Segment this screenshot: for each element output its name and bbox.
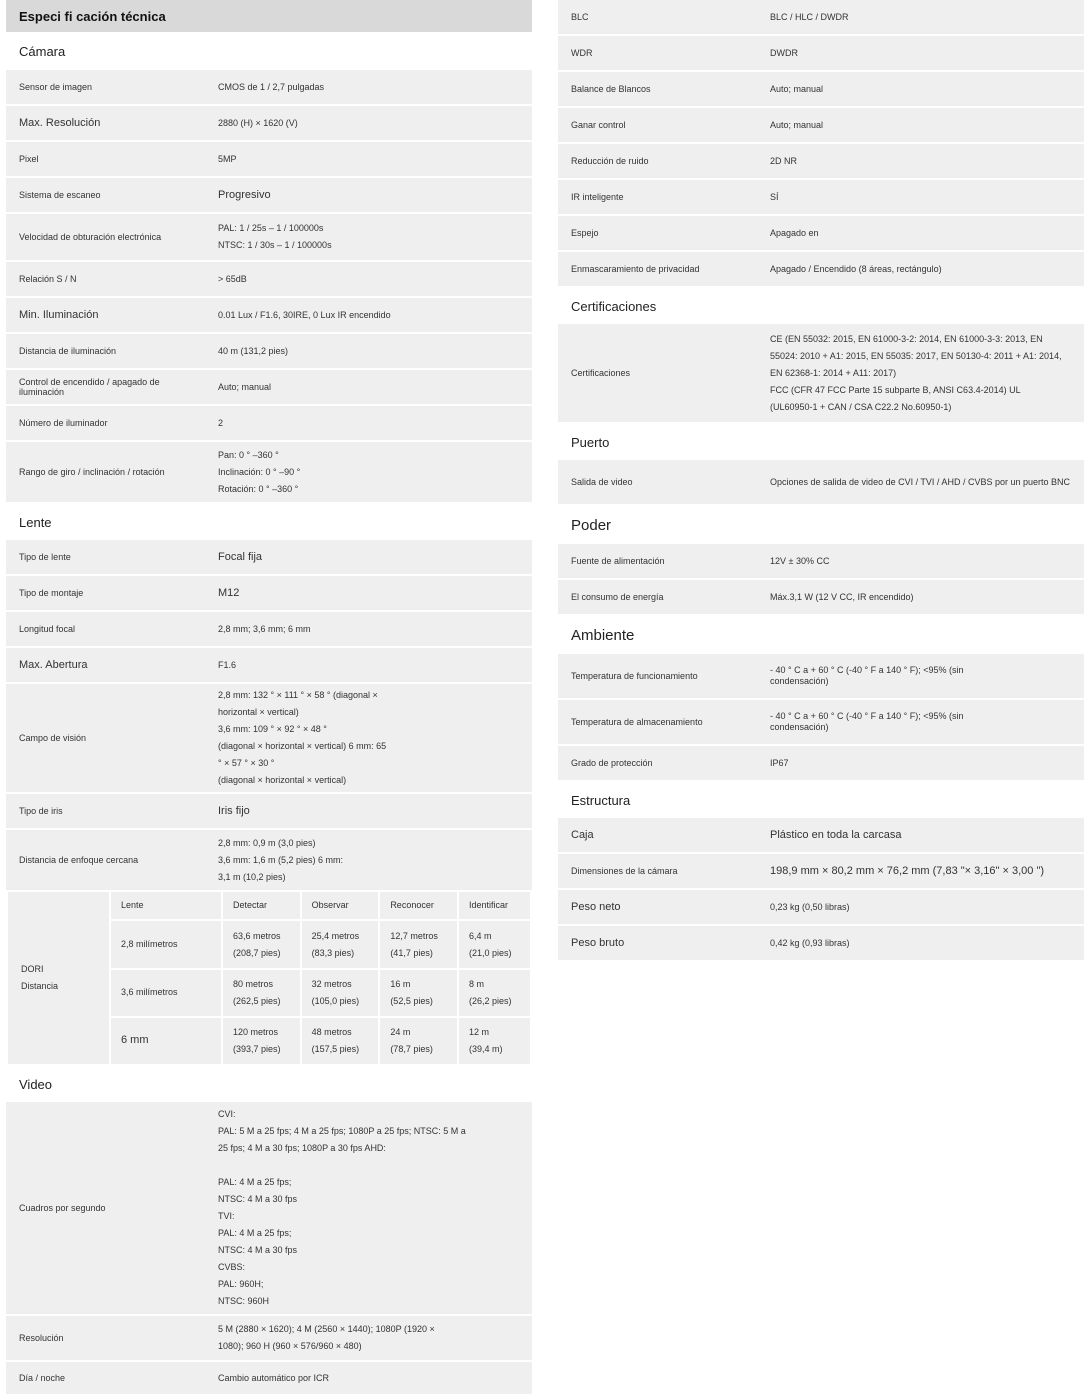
spec-row [558, 180, 1084, 214]
spec-row [6, 794, 532, 828]
spec-value: Plástico en toda la carcasa [760, 818, 1084, 852]
section-video: Video [19, 1076, 53, 1092]
spec-row [558, 324, 1084, 422]
spec-value: CVI: PAL: 5 M a 25 fps; 4 M a 25 fps; 1080P a 25 fps; NTSC: 5 M a 25 fps; 4 M a 30 fps; 1080P a 30 fps AHD: PAL: 4 M a 25 fps; NTSC: 4 M a 30 fps TVI: PAL: 4 M a 25 fps; NTSC: 4 M a 30 fps CVBS: PAL: 960H; NTSC: 960H [208, 1102, 532, 1314]
spec-row [6, 540, 532, 574]
dori-header-row [8, 892, 530, 919]
spec-row [558, 700, 1084, 744]
spec-key: Día / noche [19, 1373, 66, 1383]
imagen-table [558, 0, 1084, 286]
spec-value: 40 m (131,2 pies) [208, 334, 532, 368]
section-lente: Lente [19, 514, 52, 530]
spec-value: Focal fija [208, 540, 532, 574]
spec-row [6, 334, 532, 368]
spec-row [6, 1362, 532, 1394]
spec-key: Dimensiones de la cámara [571, 866, 678, 876]
spec-value: 198,9 mm × 80,2 mm × 76,2 mm (7,83 "× 3,16" × 3,00 ") [760, 854, 1084, 888]
spec-row [558, 926, 1084, 960]
spec-value: IP67 [760, 746, 1084, 780]
spec-key: El consumo de energía [571, 592, 664, 602]
spec-value: 2 [208, 406, 532, 440]
spec-row [6, 1316, 532, 1360]
dori-header-cell: Detectar [223, 892, 300, 919]
spec-key: Pixel [19, 154, 39, 164]
spec-key: Relación S / N [19, 274, 77, 284]
dori-cell: 120 metros (393,7 pies) [223, 1018, 300, 1064]
spec-row [6, 576, 532, 610]
spec-key: Sistema de escaneo [19, 190, 101, 200]
spec-value: 2,8 mm; 3,6 mm; 6 mm [208, 612, 532, 646]
spec-row [558, 252, 1084, 286]
spec-value: Opciones de salida de video de CVI / TVI / AHD / CVBS por un puerto BNC [760, 460, 1084, 504]
spec-value: Iris fijo [208, 794, 532, 828]
lente-table [6, 540, 532, 890]
spec-key: Distancia de enfoque cercana [19, 855, 139, 865]
spec-value: 2,8 mm: 0,9 m (3,0 pies) 3,6 mm: 1,6 m (5,2 pies) 6 mm: 3,1 m (10,2 pies) [208, 830, 532, 890]
spec-row [6, 106, 532, 140]
dori-cell: 25,4 metros (83,3 pies) [302, 921, 379, 967]
dori-cell: 24 m (78,7 pies) [380, 1018, 457, 1064]
spec-value: 2880 (H) × 1620 (V) [208, 106, 532, 140]
spec-key: Campo de visión [19, 733, 87, 743]
spec-value: BLC / HLC / DWDR [760, 0, 1084, 34]
spec-key: Tipo de lente [19, 552, 71, 562]
dori-cell: 16 m (52,5 pies) [380, 970, 457, 1016]
spec-key: Max. Resolución [19, 117, 101, 129]
right-column [558, 0, 1084, 962]
spec-key: Cuadros por segundo [19, 1203, 106, 1213]
section-estructura: Estructura [571, 792, 631, 808]
spec-key: Max. Abertura [19, 659, 88, 671]
spec-row [558, 216, 1084, 250]
spec-row [558, 108, 1084, 142]
dori-label: DORI Distancia [8, 892, 109, 1064]
spec-value: - 40 ° C a + 60 ° C (-40 ° F a 140 ° F); <95% (sin condensación) [760, 700, 1084, 744]
spec-value: 5 M (2880 × 1620); 4 M (2560 × 1440); 1080P (1920 × 1080); 960 H (960 × 576/960 × 480) [208, 1316, 532, 1360]
spec-value: Máx.3,1 W (12 V CC, IR encendido) [760, 580, 1084, 614]
spec-row [6, 370, 532, 404]
spec-row [558, 36, 1084, 70]
dori-header-cell: Reconocer [380, 892, 457, 919]
spec-row [558, 72, 1084, 106]
spec-key: WDR [571, 48, 593, 58]
dori-cell: 6,4 m (21,0 pies) [459, 921, 530, 967]
section-certificaciones: Certificaciones [571, 298, 657, 314]
spec-value: M12 [208, 576, 532, 610]
spec-key: Velocidad de obturación electrónica [19, 232, 162, 242]
spec-row [6, 298, 532, 332]
dori-cell: 12,7 metros (41,7 pies) [380, 921, 457, 967]
dori-header-cell: Lente [111, 892, 221, 919]
spec-value: Auto; manual [760, 72, 1084, 106]
spec-row [558, 654, 1084, 698]
dori-cell: 3,6 milímetros [111, 970, 221, 1016]
spec-key: Control de encendido / apagado de iluminación [19, 377, 160, 397]
spec-key: Temperatura de almacenamiento [571, 717, 703, 727]
dori-cell: 63,6 metros (208,7 pies) [223, 921, 300, 967]
spec-row [558, 746, 1084, 780]
camara-table [6, 70, 532, 502]
dori-cell: 8 m (26,2 pies) [459, 970, 530, 1016]
spec-key: Enmascaramiento de privacidad [571, 264, 700, 274]
spec-row [558, 818, 1084, 852]
spec-key: Temperatura de funcionamiento [571, 671, 698, 681]
spec-row [6, 830, 532, 890]
dori-cell: 48 metros (157,5 pies) [302, 1018, 379, 1064]
spec-row [558, 460, 1084, 504]
spec-value: F1.6 [208, 648, 532, 682]
spec-value: Cambio automático por ICR [208, 1362, 532, 1394]
spec-value: PAL: 1 / 25s – 1 / 100000s NTSC: 1 / 30s – 1 / 100000s [208, 214, 532, 260]
spec-value: DWDR [760, 36, 1084, 70]
spec-key: Espejo [571, 228, 599, 238]
dori-cell: 80 metros (262,5 pies) [223, 970, 300, 1016]
spec-key: Tipo de montaje [19, 588, 84, 598]
dori-cell: 2,8 milímetros [111, 921, 221, 967]
spec-key: Reducción de ruido [571, 156, 649, 166]
spec-key: Rango de giro / inclinación / rotación [19, 467, 165, 477]
spec-key: IR inteligente [571, 192, 624, 202]
spec-value: Apagado en [760, 216, 1084, 250]
left-column [6, 0, 532, 1396]
spec-value: 12V ± 30% CC [760, 544, 1084, 578]
section-camara: Cámara [19, 43, 66, 59]
spec-value: 0,42 kg (0,93 libras) [760, 926, 1084, 960]
spec-value: Progresivo [208, 178, 532, 212]
spec-row [558, 544, 1084, 578]
dori-table [6, 890, 532, 1066]
spec-value: Apagado / Encendido (8 áreas, rectángulo) [760, 252, 1084, 286]
spec-key: BLC [571, 12, 589, 22]
spec-row [6, 178, 532, 212]
spec-key: Distancia de iluminación [19, 346, 117, 356]
spec-key: Tipo de iris [19, 806, 63, 816]
spec-row [6, 684, 532, 792]
spec-row [558, 580, 1084, 614]
spec-value: Auto; manual [208, 370, 532, 404]
spec-value: Auto; manual [760, 108, 1084, 142]
spec-row [558, 144, 1084, 178]
spec-key: Sensor de imagen [19, 82, 93, 92]
spec-row [558, 890, 1084, 924]
spec-key: Grado de protección [571, 758, 653, 768]
spec-row [6, 262, 532, 296]
spec-row [6, 612, 532, 646]
spec-key: Balance de Blancos [571, 84, 651, 94]
video-table [6, 1102, 532, 1394]
dori-cell: 12 m (39,4 m) [459, 1018, 530, 1064]
spec-key: Certificaciones [571, 368, 631, 378]
spec-key: Caja [571, 829, 594, 841]
spec-row [6, 214, 532, 260]
spec-value: Pan: 0 ° –360 ° Inclinación: 0 ° –90 ° Rotación: 0 ° –360 ° [208, 442, 532, 502]
section-ambiente: Ambiente [571, 626, 635, 644]
spec-row [6, 442, 532, 502]
spec-key: Peso bruto [571, 937, 625, 949]
spec-row [6, 648, 532, 682]
spec-key: Fuente de alimentación [571, 556, 665, 566]
spec-value: SÍ [760, 180, 1084, 214]
spec-value: - 40 ° C a + 60 ° C (-40 ° F a 140 ° F); <95% (sin condensación) [760, 654, 1084, 698]
spec-key: Salida de video [571, 477, 633, 487]
spec-key: Longitud focal [19, 624, 76, 634]
section-poder: Poder [571, 516, 612, 534]
spec-row [6, 406, 532, 440]
dori-cell: 32 metros (105,0 pies) [302, 970, 379, 1016]
dori-header-cell: Identificar [459, 892, 530, 919]
spec-key: Peso neto [571, 901, 621, 913]
spec-value: CE (EN 55032: 2015, EN 61000-3-2: 2014, EN 61000-3-3: 2013, EN 55024: 2010 + A1: 2015, EN 55035: 2017, EN 50130-4: 2011 + A1: 2014, EN 62368-1: 2014 + A11: 2017) FCC (CFR 47 FCC Parte 15 subparte B, ANSI C63.4-2014) UL (UL60950-1 + CAN / CSA C22.2 No.60950-1) [760, 324, 1084, 422]
spec-value: 5MP [208, 142, 532, 176]
spec-value: 2D NR [760, 144, 1084, 178]
spec-key: Número de iluminador [19, 418, 108, 428]
spec-value: CMOS de 1 / 2,7 pulgadas [208, 70, 532, 104]
spec-value: 0,23 kg (0,50 libras) [760, 890, 1084, 924]
spec-value: > 65dB [208, 262, 532, 296]
spec-row [558, 854, 1084, 888]
spec-row [6, 70, 532, 104]
spec-key: Resolución [19, 1333, 64, 1343]
spec-row [6, 142, 532, 176]
spec-key: Min. Iluminación [19, 309, 99, 321]
section-puerto: Puerto [571, 434, 610, 450]
spec-value: 0.01 Lux / F1.6, 30IRE, 0 Lux IR encendido [208, 298, 532, 332]
spec-row [558, 0, 1084, 34]
spec-title: Especi fi cación técnica [6, 0, 532, 32]
dori-cell: 6 mm [111, 1018, 221, 1064]
spec-key: Ganar control [571, 120, 626, 130]
dori-header-cell: Observar [302, 892, 379, 919]
spec-value: 2,8 mm: 132 ° × 111 ° × 58 ° (diagonal × horizontal × vertical) 3,6 mm: 109 ° × 92 ° × 48 ° (diagonal × horizontal × vertical) 6 mm: 65 ° × 57 ° × 30 ° (diagonal × horizontal × vertical) [208, 684, 532, 792]
spec-row [6, 1102, 532, 1314]
